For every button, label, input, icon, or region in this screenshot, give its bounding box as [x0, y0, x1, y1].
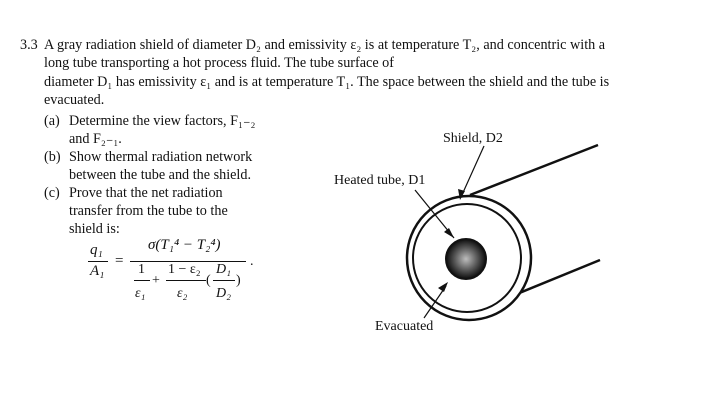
part-c-line-3: shield is:	[69, 221, 120, 237]
problem-number: 3.3	[20, 37, 38, 53]
eq-equals: =	[115, 253, 124, 269]
heated-tube-label: Heated tube, D1	[334, 173, 426, 188]
shield-tube-figure	[330, 120, 620, 350]
eq-ratio-bar	[213, 280, 235, 281]
eq-den-bar-2	[166, 280, 206, 281]
eq-den-eps1: ε₁	[135, 286, 146, 301]
net-radiation-equation	[82, 237, 272, 314]
eq-den-bar-1	[134, 280, 150, 281]
eq-paren-close: )	[236, 273, 241, 288]
problem-line-3: diameter D₁ has emissivity ε₁ and is at temperature T₁. The space between the shield and the tube is	[44, 74, 610, 90]
problem-line-2: long tube transporting a hot process fluid. The tube surface of	[44, 55, 394, 71]
eq-lhs-numerator: q₁	[90, 242, 103, 258]
eq-period: .	[250, 254, 254, 269]
part-b-line-2: between the tube and the shield.	[69, 167, 252, 183]
shield-label: Shield, D2	[443, 131, 503, 146]
eq-den-one: 1	[138, 262, 145, 277]
eq-ratio-denominator: D₂	[216, 286, 231, 301]
evacuated-label: Evacuated	[375, 319, 434, 334]
eq-rhs-numerator: σ(T₁⁴ − T₂⁴)	[148, 237, 221, 253]
eq-lhs-fraction-bar	[88, 261, 108, 262]
part-b-line-1: Show thermal radiation network	[69, 149, 253, 165]
shield-tube-diagram	[330, 120, 620, 350]
part-a-line-2: and F₂₋₁.	[69, 131, 122, 147]
part-c-line-1: Prove that the net radiation	[69, 185, 223, 201]
eq-den-plus: +	[152, 273, 160, 288]
shield-top-edge	[470, 145, 598, 195]
part-a-label: (a)	[44, 113, 60, 129]
eq-den-eps2: ε₂	[177, 286, 188, 301]
problem-line-4: evacuated.	[44, 92, 105, 108]
shield-leader-line	[461, 146, 484, 197]
part-c-line-2: transfer from the tube to the	[69, 203, 228, 219]
problem-line-1: A gray radiation shield of diameter D₂ and emissivity ε₂ is at temperature T₂, and concentric with a	[44, 37, 606, 53]
part-a-line-1: Determine the view factors, F₁₋₂	[69, 113, 256, 129]
eq-lhs-denominator: A₁	[90, 263, 105, 279]
part-b-label: (b)	[44, 149, 61, 165]
part-c-label: (c)	[44, 185, 60, 201]
eq-ratio-numerator: D₁	[216, 262, 231, 277]
eq-den-one-minus-eps2: 1 − ε₂	[168, 262, 201, 277]
eq-paren-open: (	[206, 273, 211, 288]
heated-tube	[446, 239, 486, 279]
